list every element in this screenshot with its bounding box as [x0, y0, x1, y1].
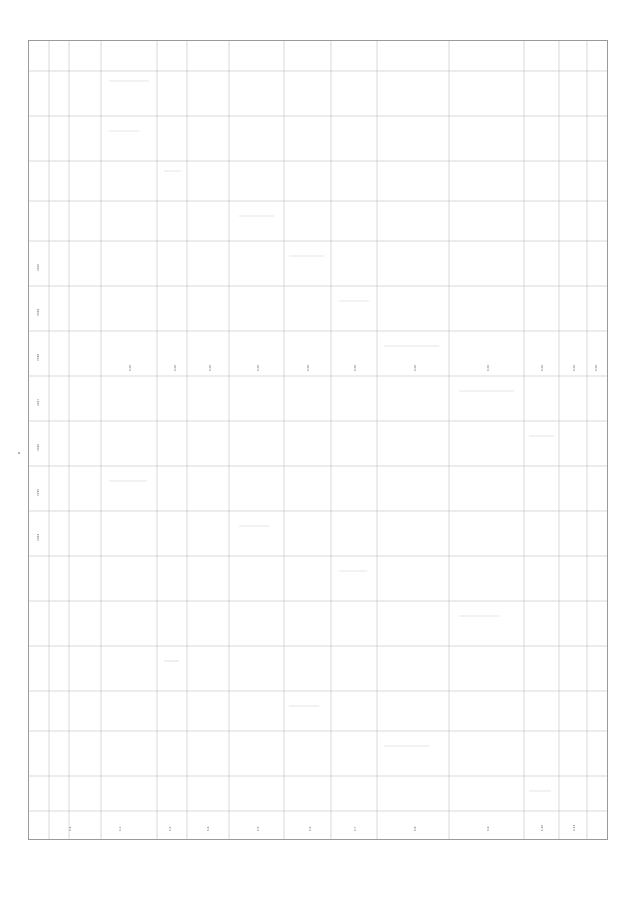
- row-number: 1.11: [572, 824, 576, 831]
- table-grid: [29, 41, 608, 840]
- cell-value: 0,00: [413, 364, 417, 371]
- year-header: 2019: [36, 308, 40, 316]
- row-number: 1.3: [168, 826, 172, 831]
- scan-mark: .: [327, 22, 328, 26]
- year-header: 2018: [36, 353, 40, 361]
- row-number: 1.5: [256, 826, 260, 831]
- cell-value: 0,00: [540, 364, 544, 371]
- year-header: 2017: [36, 398, 40, 406]
- scan-speck: [18, 452, 20, 454]
- cell-value: 0,00: [128, 364, 132, 371]
- cell-value: 0,00: [486, 364, 490, 371]
- rotated-data-table: [28, 40, 608, 840]
- row-number: 1.10: [540, 824, 544, 831]
- row-number: 1.1: [68, 826, 72, 831]
- year-header: 2015: [36, 488, 40, 496]
- cell-value: 0,00: [594, 364, 598, 371]
- cell-value: 0,00: [256, 364, 260, 371]
- row-number: 1.2: [118, 826, 122, 831]
- cell-value: 0,00: [173, 364, 177, 371]
- cell-value: 0,00: [572, 364, 576, 371]
- row-number: 1.4: [206, 826, 210, 831]
- row-number: 1.6: [308, 826, 312, 831]
- cell-value: 0,00: [306, 364, 310, 371]
- year-header: 2014: [36, 533, 40, 541]
- year-header: 2016: [36, 443, 40, 451]
- row-number: 1.8: [413, 826, 417, 831]
- cell-value: 0,00: [208, 364, 212, 371]
- row-number: 1.7: [353, 826, 357, 831]
- row-number: 1.9: [486, 826, 490, 831]
- cell-value: 0,00: [353, 364, 357, 371]
- year-header: 2020: [36, 263, 40, 271]
